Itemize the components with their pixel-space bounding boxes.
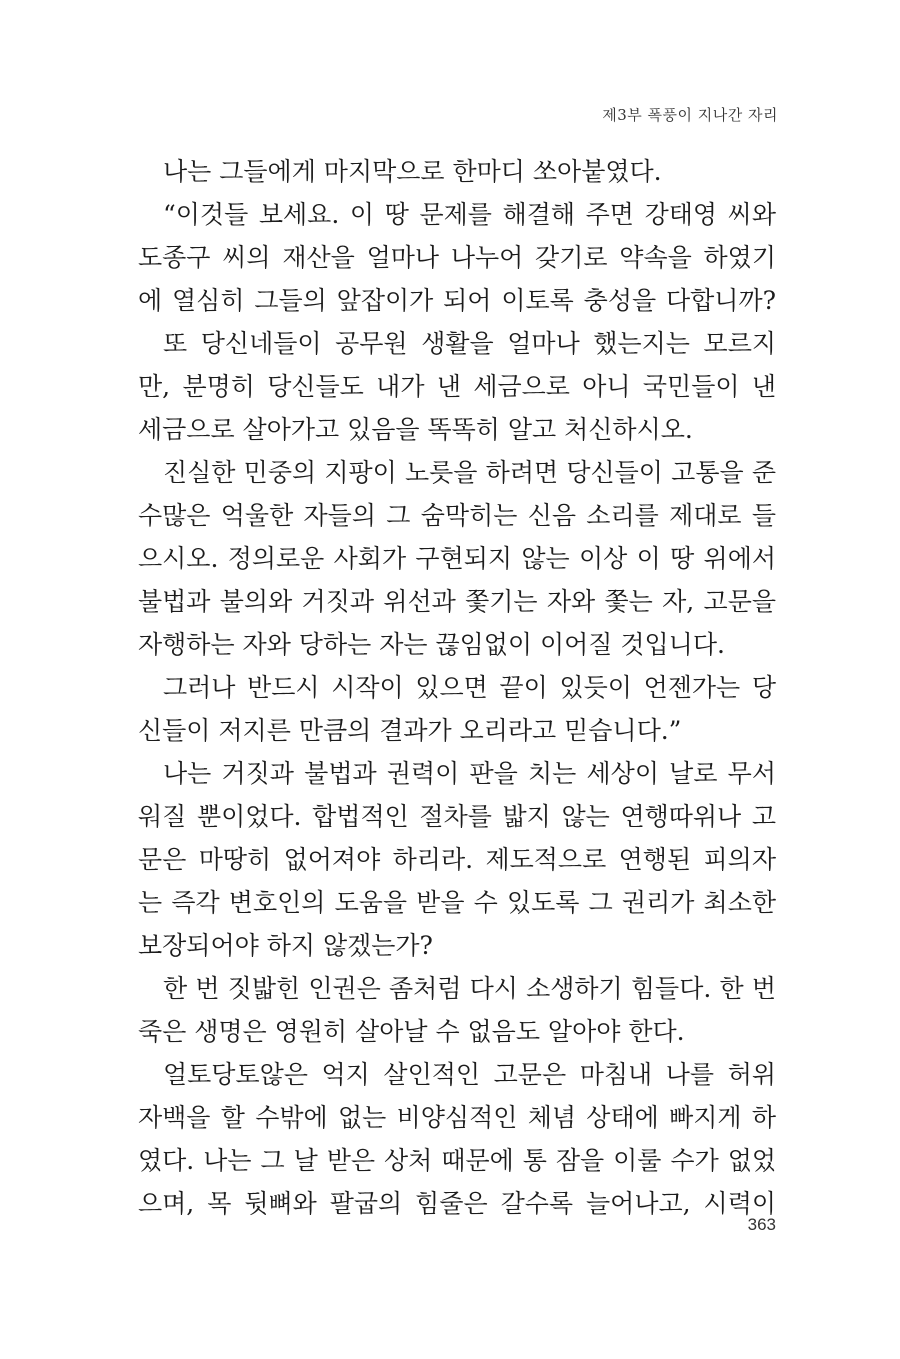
- text-line: 으시오. 정의로운 사회가 구현되지 않는 이상 이 땅 위에서: [138, 544, 776, 573]
- text-line: 으며, 목 뒷뼈와 팔굽의 힘줄은 갈수록 늘어나고, 시력이: [138, 1189, 776, 1218]
- text-line: 신들이 저지른 만큼의 결과가 오리라고 믿습니다.”: [138, 716, 682, 745]
- text-line: 나는 거짓과 불법과 권력이 판을 치는 세상이 날로 무서: [163, 759, 776, 788]
- page-number: 363: [747, 1215, 776, 1234]
- text-line: 또 당신네들이 공무원 생활을 얼마나 했는지는 모르지: [163, 329, 776, 358]
- text-line: 보장되어야 하지 않겠는가?: [138, 931, 433, 960]
- text-line: 수많은 억울한 자들의 그 숨막히는 신음 소리를 제대로 들: [138, 501, 776, 530]
- running-header: 제3부 폭풍이 지나간 자리: [602, 106, 778, 124]
- text-line: 에 열심히 그들의 앞잡이가 되어 이토록 충성을 다합니까?: [138, 286, 776, 315]
- text-line: 한 번 짓밟힌 인권은 좀처럼 다시 소생하기 힘들다. 한 번: [163, 974, 776, 1003]
- text-line: 자행하는 자와 당하는 자는 끊임없이 이어질 것입니다.: [138, 630, 725, 659]
- text-line: 워질 뿐이었다. 합법적인 절차를 밟지 않는 연행따위나 고: [138, 802, 776, 831]
- text-line: 그러나 반드시 시작이 있으면 끝이 있듯이 언젠가는 당: [163, 673, 776, 702]
- text-line: 자백을 할 수밖에 없는 비양심적인 체념 상태에 빠지게 하: [138, 1103, 776, 1132]
- text-line: 였다. 나는 그 날 받은 상처 때문에 통 잠을 이룰 수가 없었: [138, 1146, 776, 1175]
- text-line: 나는 그들에게 마지막으로 한마디 쏘아붙였다.: [163, 157, 662, 186]
- text-line: 만, 분명히 당신들도 내가 낸 세금으로 아니 국민들이 낸: [138, 372, 776, 401]
- text-line: 진실한 민중의 지팡이 노릇을 하려면 당신들이 고통을 준: [163, 458, 776, 487]
- text-line: 세금으로 살아가고 있음을 똑똑히 알고 처신하시오.: [138, 415, 693, 444]
- text-line: 문은 마땅히 없어져야 하리라. 제도적으로 연행된 피의자: [138, 845, 776, 874]
- text-line: 불법과 불의와 거짓과 위선과 쫓기는 자와 쫓는 자, 고문을: [138, 587, 776, 616]
- text-line: 는 즉각 변호인의 도움을 받을 수 있도록 그 권리가 최소한: [138, 888, 776, 917]
- body-text: [138, 150, 776, 1225]
- text-line: 죽은 생명은 영원히 살아날 수 없음도 알아야 한다.: [138, 1017, 685, 1046]
- text-line: 도종구 씨의 재산을 얼마나 나누어 갖기로 약속을 하였기: [138, 243, 776, 272]
- text-line: “이것들 보세요. 이 땅 문제를 해결해 주면 강태영 씨와: [163, 200, 776, 229]
- text-line: 얼토당토않은 억지 살인적인 고문은 마침내 나를 허위: [163, 1060, 776, 1089]
